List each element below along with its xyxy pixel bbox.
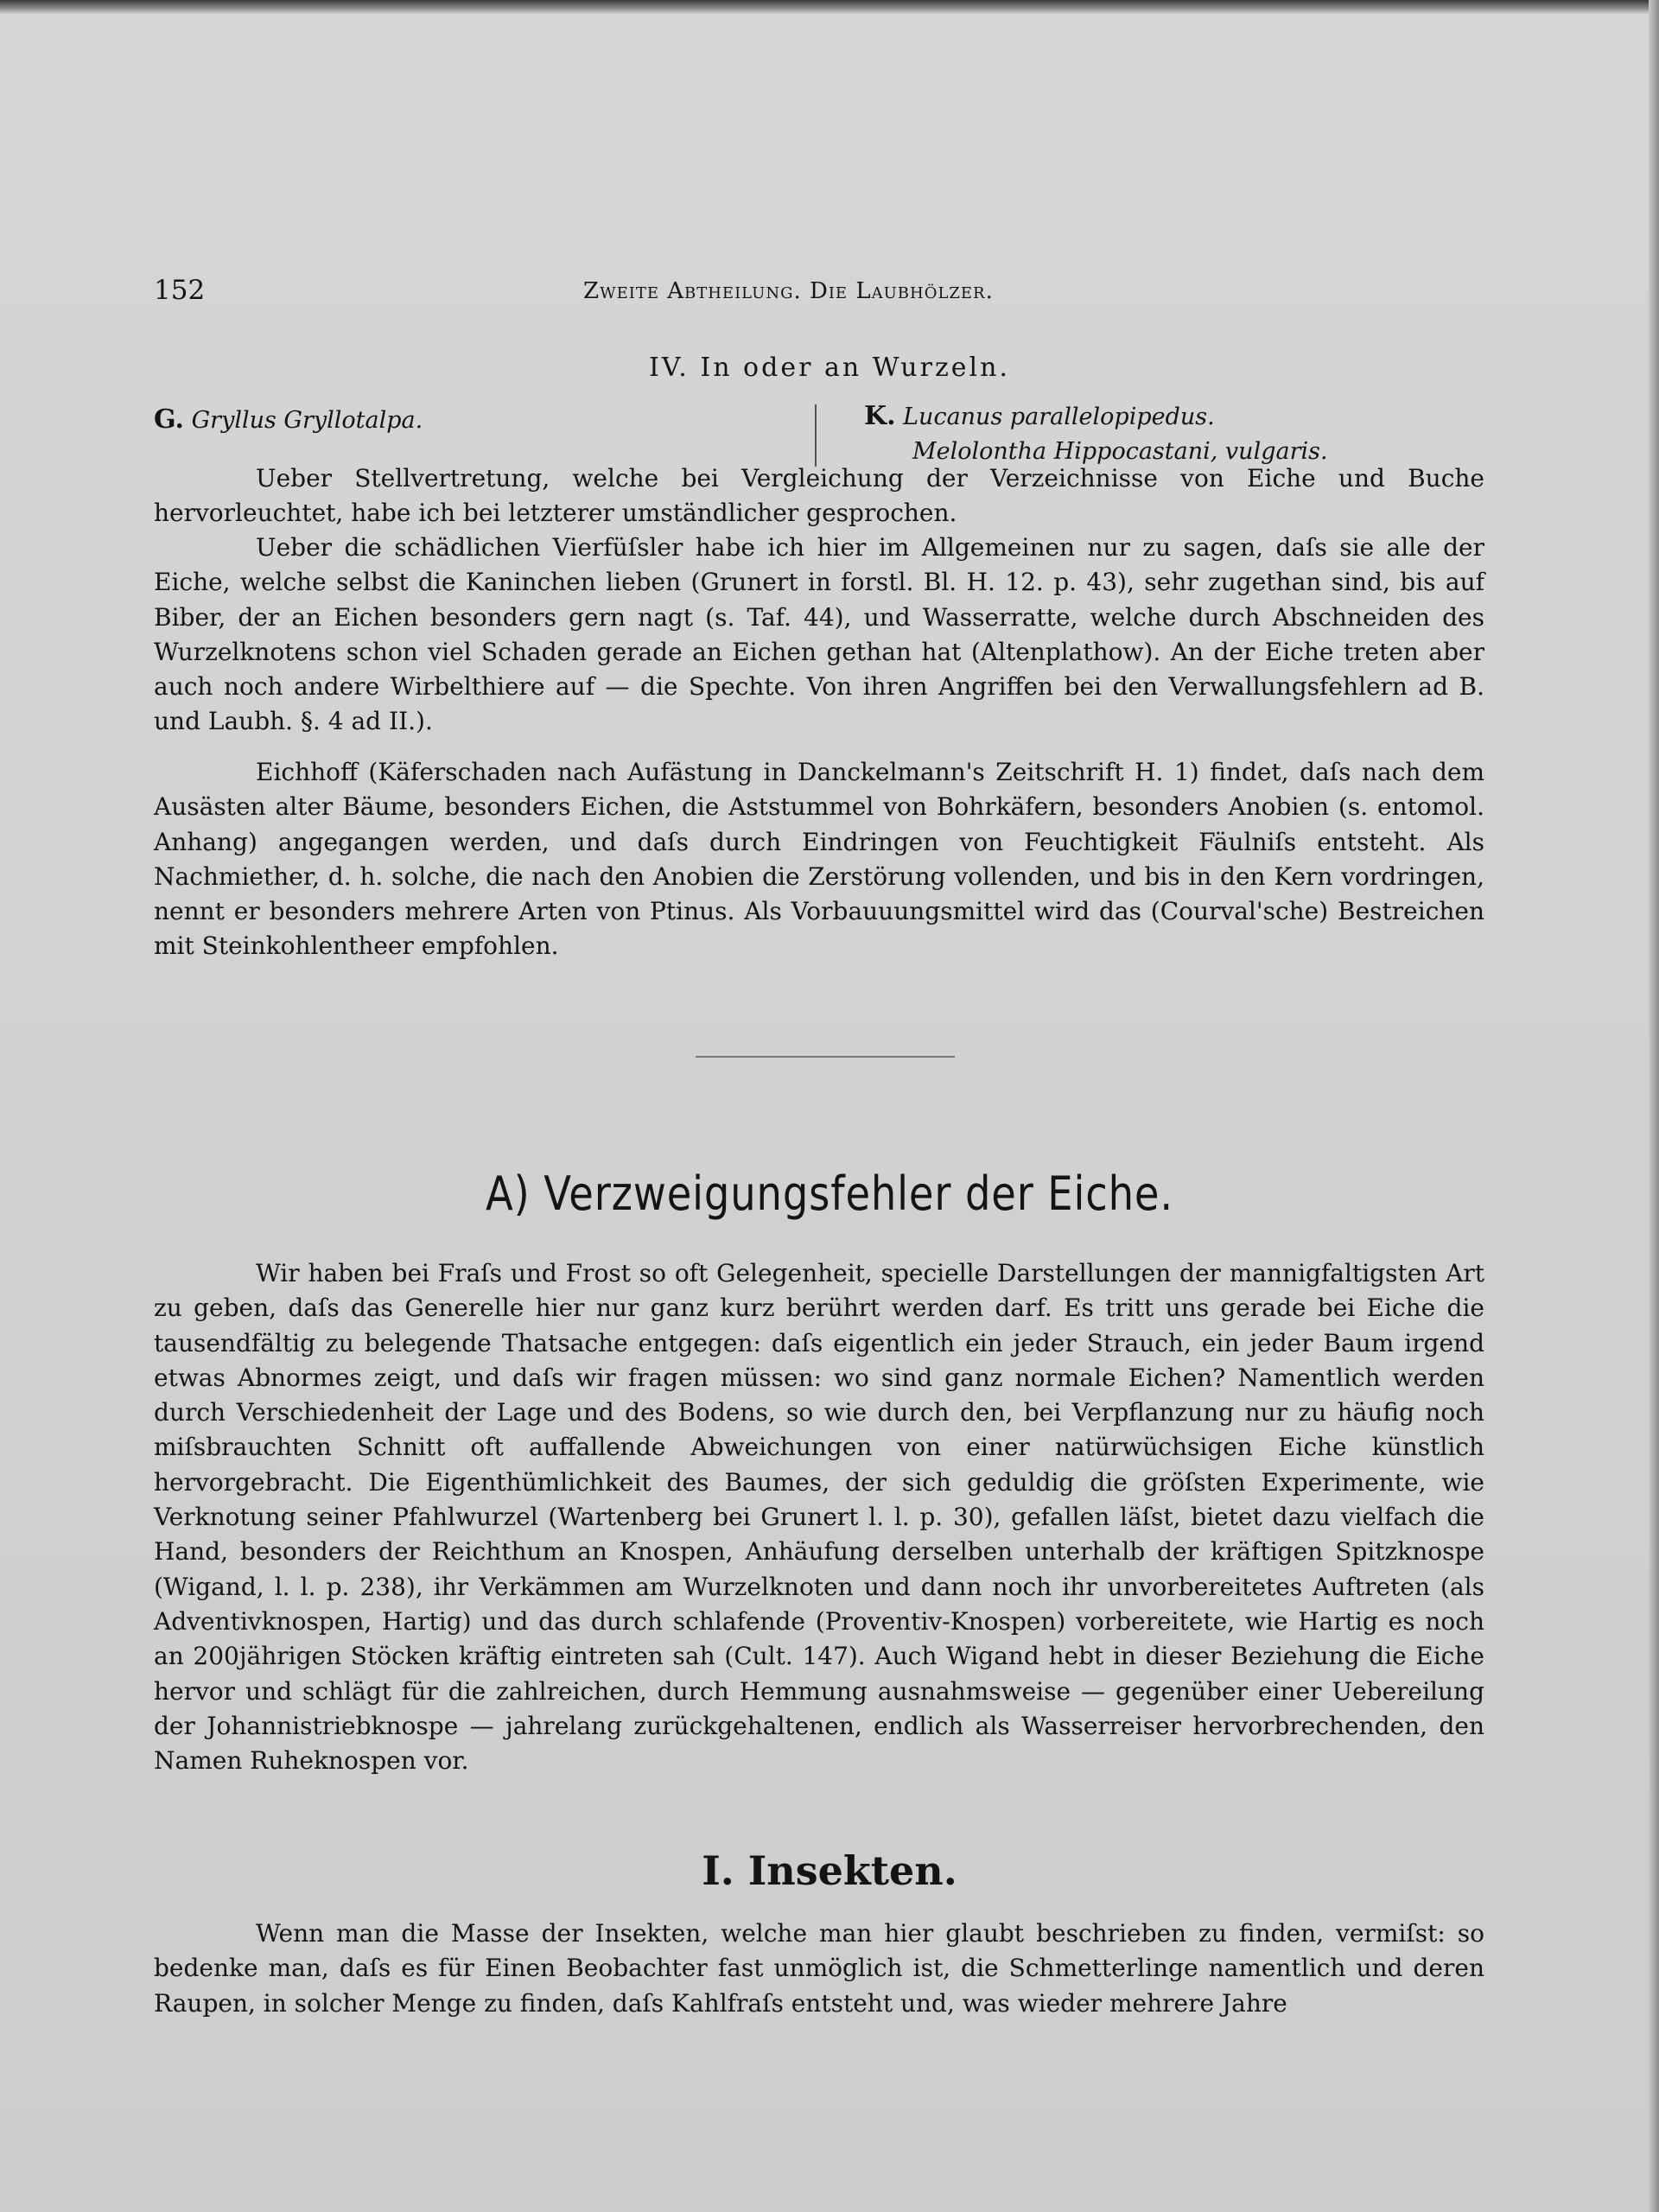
paragraph-2: Ueber die schädlichen Vierfüſsler habe ich hier im Allgemeinen nur zu sagen, daſs sie alle der Eiche, welche selbst die Kaninchen lieben (Grunert in forstl. Bl. H. 12. p. 43), sehr zugethan sind, bis auf Biber, der an Eichen besonders gern nagt (s. Taf. 44), und Wasserratte, welche durch Abschneiden des Wurzelknotens schon viel Schaden gerade an Eichen gethan hat (Altenplathow). An der Eiche treten aber auch noch andere Wirbelthiere auf — die Spechte. Von ihren Angriffen bei den Verwallungsfehlern ad B. und Laubh. §. 4 ad II.). [154, 533, 1484, 736]
column-divider [815, 404, 817, 467]
subsection-title: I. Insekten. [702, 1847, 957, 1894]
left-column-key: G. [154, 404, 184, 435]
right-column-line-1: Lucanus parallelopipedus. [903, 404, 1215, 430]
left-column-text: Gryllus Gryllotalpa. [191, 407, 423, 434]
paragraph-1: Ueber Stellvertretung, welche bei Vergleichung der Verzeichnisse von Eiche und Buche hervorleuchtet, habe ich bei letzterer umständlicher gesprochen. [154, 464, 1484, 528]
left-column [154, 403, 802, 438]
section-heading: IV. In oder an Wurzeln. [649, 353, 1010, 383]
right-column-line-2: Melolontha Hippocastani, vulgaris. [912, 438, 1328, 465]
right-column [864, 399, 1486, 469]
page-number: 152 [154, 275, 206, 306]
page-top-edge [0, 0, 1659, 14]
paragraph-4: Wir haben bei Fraſs und Frost so oft Gelegenheit, specielle Darstellungen der mannigfaltigsten Art zu geben, daſs das Generelle hier nur ganz kurz berührt werden darf. Es tritt uns gerade bei Eiche die tausendfältig zu belegende Thatsache entgegen: daſs eigentlich ein jeder Strauch, ein jeder Baum irgend etwas Abnormes zeigt, und daſs wir fragen müssen: wo sind ganz normale Eichen? Namentlich werden durch Verschiedenheit der Lage und des Bodens, so wie durch den, bei Verpflanzung nur zu häufig noch miſsbrauchten Schnitt oft auffallende Abweichungen von einer natürwüchsigen Eiche künstlich hervorgebracht. Die Eigenthümlichkeit des Baumes, der sich geduldig die gröſsten Experimente, wie Verknotung seiner Pfahlwurzel (Wartenberg bei Grunert l. l. p. 30), gefallen läſst, bietet dazu vielfach die Hand, besonders der Reichthum an Knospen, Anhäufung derselben unterhalb der kräftigen Spitzknospe (Wigand, l. l. p. 238), ihr Verkämmen am Wurzelknoten und dann noch ihr unvorbereitetes Auftreten (als Adventivknospen, Hartig) und das durch schlafende (Proventiv-Knospen) vorbereitete, wie Hartig es noch an 200jährigen Stöcken kräftig eintreten sah (Cult. 147). Auch Wigand hebt in dieser Beziehung die Eiche hervor und schlägt für die zahlreichen, durch Hemmung ausnahmsweise — gegenüber einer Uebereilung der Johannistriebknospe — jahrelang zurückgehaltenen, endlich als Wasserreiser hervorbrechenden, den Namen Ruheknospen vor. [154, 1259, 1484, 1776]
right-column-key: K. [864, 401, 896, 431]
paragraph-3: Eichhoff (Käferschaden nach Aufästung in Danckelmann's Zeitschrift H. 1) findet, daſs nach dem Ausästen alter Bäume, besonders Eichen, die Aststummel von Bohrkäfern, besonders Anobien (s. entomol. Anhang) angegangen werden, und daſs durch Eindringen von Feuchtigkeit Fäulniſs entsteht. Als Nachmiether, d. h. solche, die nach den Anobien die Zerstörung vollenden, und bis in den Kern vordringen, nennt er besonders mehrere Arten von Ptinus. Als Vorbauuungsmittel wird das (Courval'sche) Bestreichen mit Steinkohlentheer empfohlen. [154, 758, 1484, 961]
chapter-title: A) Verzweigungsfehler der Eiche. [486, 1166, 1173, 1221]
paragraph-5: Wenn man die Masse der Insekten, welche man hier glaubt beschrieben zu finden, vermiſst: so bedenke man, daſs es für Einen Beobachter fast unmöglich ist, die Schmetterlinge namentlich und deren Raupen, in solcher Menge zu finden, daſs Kahlfraſs entsteht und, was wieder mehrere Jahre [154, 1919, 1484, 2018]
running-title: Zweite Abtheilung. Die Laubhölzer. [583, 278, 994, 304]
page-header [154, 275, 1484, 309]
separator-line [696, 1056, 955, 1058]
